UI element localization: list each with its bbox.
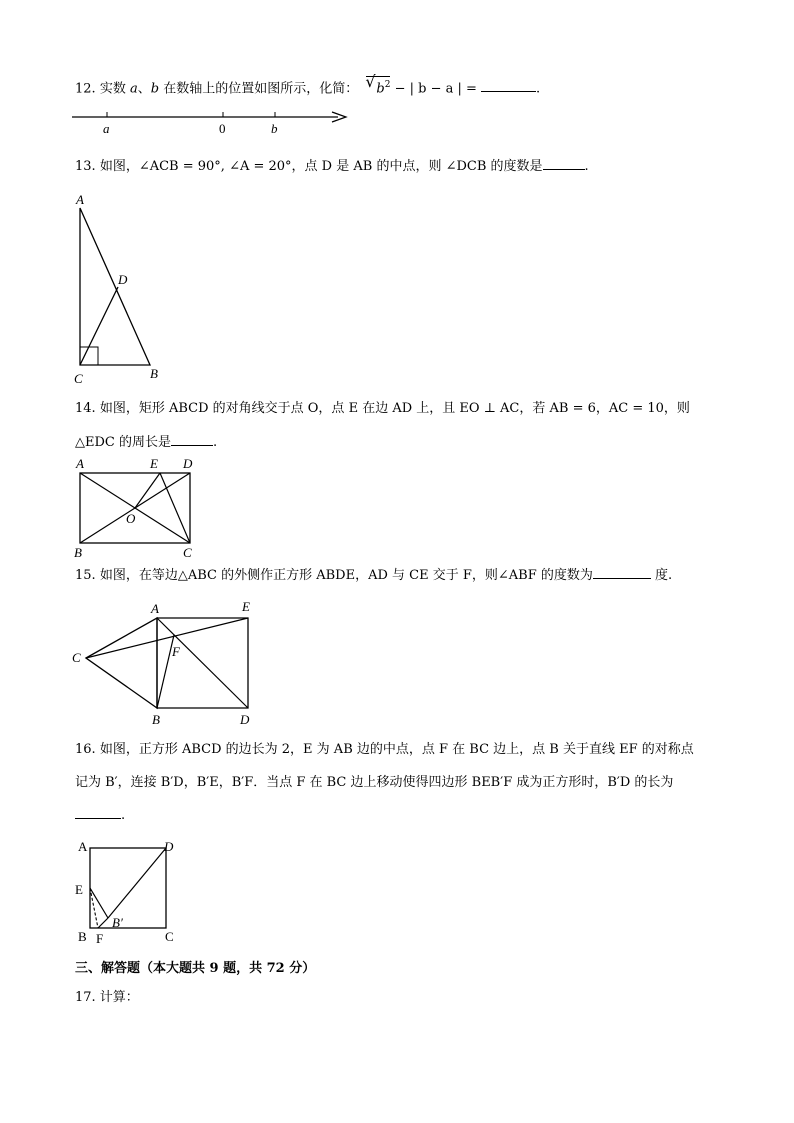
point-d-label: D	[183, 456, 193, 471]
q16-stem-line1	[75, 741, 694, 759]
q15-stem	[75, 566, 672, 585]
point-f-label: F	[96, 931, 104, 946]
section-three-title: 三、解答题（本大题共 9 题，共 72 分）	[75, 961, 316, 976]
point-d-label: D	[240, 712, 250, 727]
section-three-heading	[75, 960, 315, 978]
q16-stem-line2	[75, 774, 673, 792]
point-d-label: D	[118, 272, 128, 287]
q12-end: .	[536, 81, 541, 97]
axis-label-b: b	[271, 121, 278, 136]
point-b-label: B	[150, 366, 158, 381]
triangle-abc	[86, 618, 157, 708]
point-e-label: E	[150, 456, 158, 471]
q13-triangle-figure	[70, 190, 180, 390]
q12-number-line-figure	[70, 105, 360, 137]
point-d-label: D	[164, 839, 174, 854]
segment-cd	[80, 287, 118, 365]
segment-b-prime-d	[108, 848, 166, 918]
triangle-acb	[80, 208, 150, 365]
segment-ec	[160, 473, 190, 543]
q14-number: 14.	[75, 401, 96, 416]
q12-sep: 、	[137, 81, 151, 97]
point-c-label: C	[74, 371, 83, 386]
q12-answer-blank	[481, 79, 536, 92]
q16-answer-blank	[75, 806, 121, 819]
q14-stem-line2	[75, 433, 217, 452]
q13-end: .	[584, 159, 589, 174]
q12-var-a: a	[129, 81, 138, 97]
point-b-prime-label: B′	[112, 915, 123, 930]
point-a-label: A	[151, 601, 159, 616]
q12-text-a: 实数	[99, 81, 126, 97]
point-f-label: F	[172, 644, 180, 659]
q12-expr-rest: − | b − a | =	[394, 81, 477, 97]
q12-number: 12.	[75, 81, 96, 97]
q16-text1: 如图，正方形 ABCD 的边长为 2，E 为 AB 边的中点，点 F 在 BC 边上，点 B 关于直线 EF 的对称点	[99, 742, 694, 757]
point-c-label: C	[72, 650, 81, 665]
q12-expr-b: b	[376, 81, 385, 97]
q14-stem-line1	[75, 400, 690, 418]
q13-text: 如图，∠ACB = 90°, ∠A = 20°，点 D 是 AB 的中点，则 ∠DCB 的度数是	[99, 159, 543, 174]
point-a-label: A	[78, 839, 88, 854]
q14-answer-blank	[171, 433, 213, 446]
q15-number: 15.	[75, 568, 96, 583]
q14-end: .	[213, 435, 218, 450]
q12-var-b: b	[150, 81, 160, 97]
q14-rectangle-figure	[70, 455, 210, 565]
axis-label-0: 0	[219, 121, 226, 136]
q15-end: 度.	[655, 568, 673, 583]
q16-square-figure	[70, 836, 190, 948]
q14-text2: △EDC 的周长是	[75, 435, 171, 450]
point-c-label: C	[183, 545, 192, 560]
segment-ce	[86, 618, 248, 658]
point-o-label: O	[126, 511, 136, 526]
q16-stem-line3	[75, 806, 125, 825]
q17-text: 17. 计算：	[75, 990, 139, 1005]
segment-eo	[135, 473, 160, 508]
segment-ad	[157, 618, 248, 708]
q13-number: 13.	[75, 159, 96, 174]
point-a-label: A	[76, 456, 84, 471]
q16-text2: 记为 B′，连接 B′D，B′E，B′F．当点 F 在 BC 边上移动使得四边形 BEB′F 成为正方形时，B′D 的长为	[75, 775, 674, 790]
q16-number: 16.	[75, 742, 96, 757]
q14-text1: 如图，矩形 ABCD 的对角线交于点 O，点 E 在边 AD 上，且 EO ⊥ AC，若 AB = 6，AC = 10，则	[99, 401, 690, 416]
point-b-label: B	[74, 545, 82, 560]
q15-answer-blank	[593, 566, 651, 579]
q17-stem	[75, 989, 139, 1007]
point-e-label: E	[242, 599, 250, 614]
q16-end: .	[121, 808, 126, 823]
q12-expr-exp: 2	[384, 80, 391, 90]
q12-sqrt-expression: √ $b^2$	[365, 72, 391, 97]
point-a-label: A	[76, 192, 84, 207]
segment-b-prime-f	[98, 918, 108, 928]
q13-stem	[75, 157, 589, 176]
q12-text-b: 在数轴上的位置如图所示，化简：	[163, 81, 359, 97]
square-abcd	[90, 848, 166, 928]
axis-label-a: a	[103, 121, 110, 136]
q15-text: 如图，在等边△ABC 的外侧作正方形 ABDE，AD 与 CE 交于 F，则∠ABF 的度数为	[99, 568, 593, 583]
point-b-label: B	[78, 929, 87, 944]
point-e-label: E	[75, 882, 83, 897]
q12-stem	[75, 72, 541, 98]
point-c-label: C	[165, 929, 174, 944]
point-b-label: B	[152, 712, 160, 727]
q15-square-triangle-figure	[66, 598, 266, 730]
right-angle-mark	[80, 347, 98, 365]
q13-answer-blank	[543, 157, 585, 170]
